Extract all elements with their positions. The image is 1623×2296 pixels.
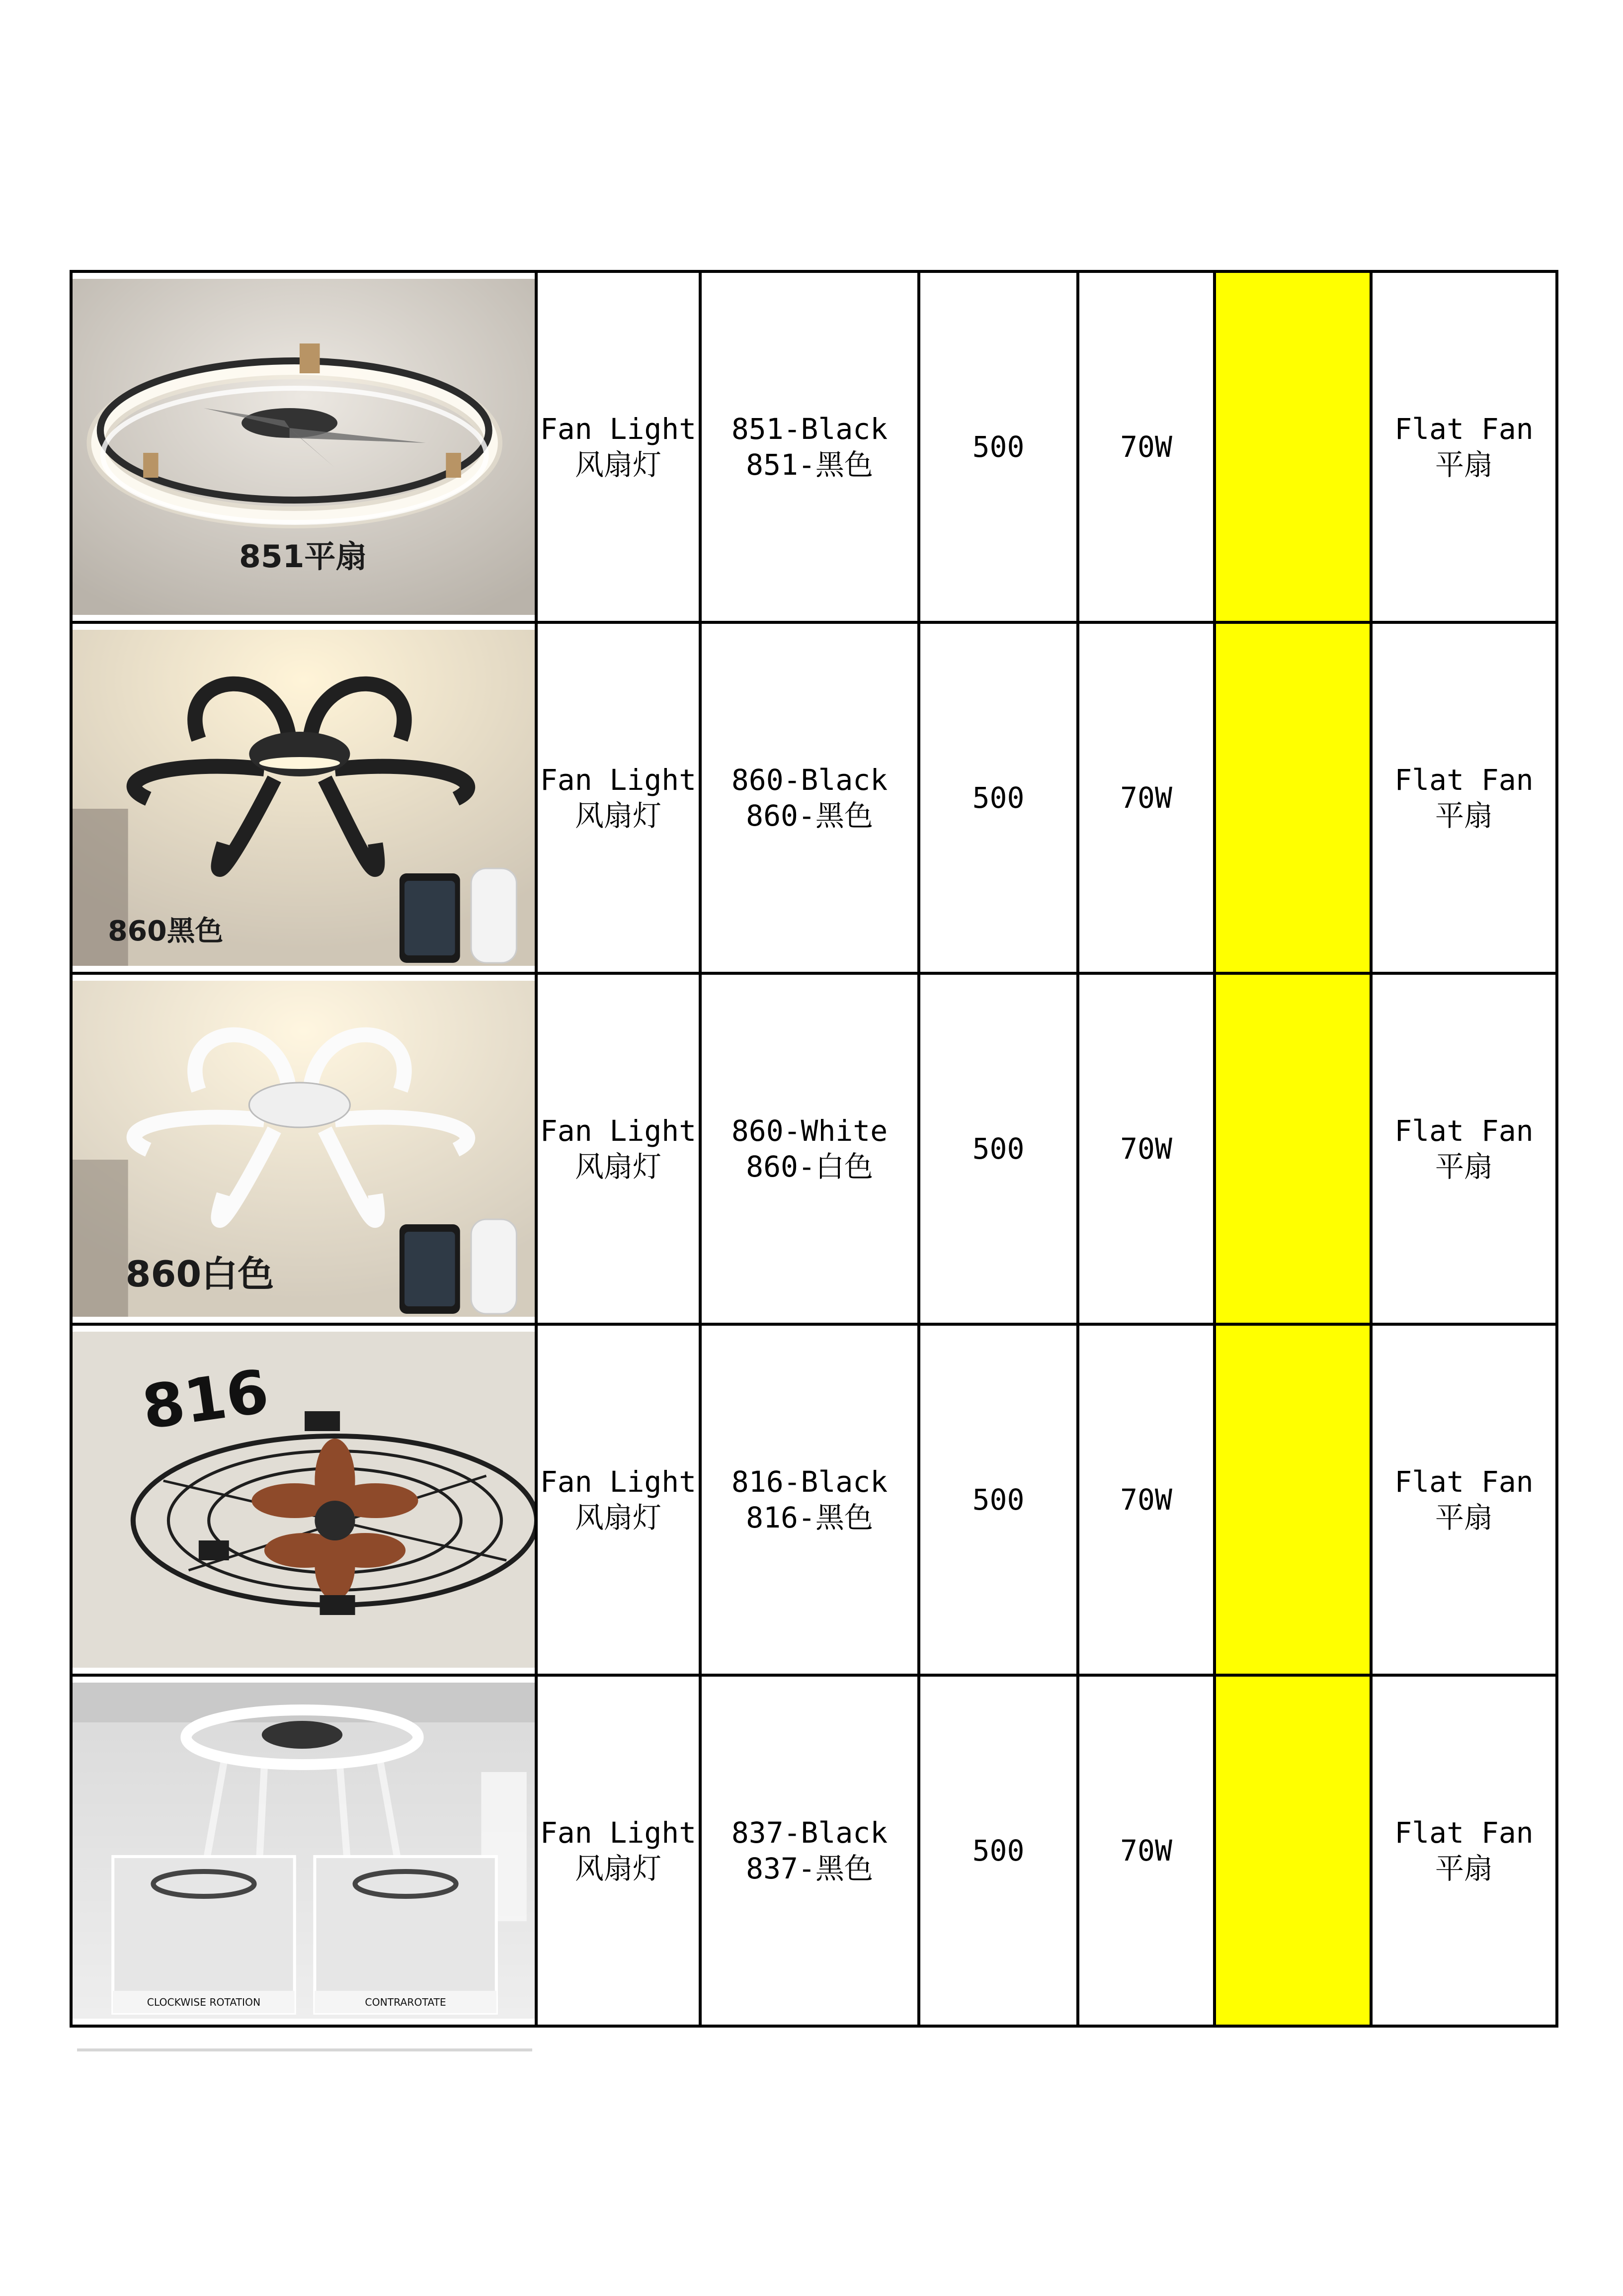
type-en: Flat Fan [1394,763,1534,797]
type-zh: 平扇 [1435,1501,1493,1534]
model-en: 816-Black [731,1465,888,1499]
type-cell [1371,973,1557,1324]
power-cell [1078,1675,1215,2026]
quantity-cell [919,973,1078,1324]
model-zh: 860-黑色 [746,799,873,833]
category-en: Fan Light [540,1465,697,1499]
product-image-cell [71,271,536,622]
table-row [71,973,1557,1324]
product-image-cell [71,1675,536,2026]
type-cell [1371,1675,1557,2026]
power-value: 70W [1120,430,1172,464]
quantity-value: 500 [972,1483,1025,1517]
power-value: 70W [1120,1834,1172,1868]
model-en: 851-Black [731,412,888,446]
model-en: 860-White [731,1114,888,1148]
power-cell [1078,973,1215,1324]
model-en: 860-Black [731,763,888,797]
category-zh: 风扇灯 [574,1501,661,1534]
power-value: 70W [1120,781,1172,815]
quantity-cell [919,622,1078,973]
type-cell [1371,622,1557,973]
power-cell [1078,622,1215,973]
highlight-cell [1215,271,1371,622]
type-zh: 平扇 [1435,1852,1493,1885]
category-zh: 风扇灯 [574,799,661,833]
power-value: 70W [1120,1132,1172,1166]
category-cell [536,271,700,622]
category-cell [536,1675,700,2026]
quantity-cell [919,1324,1078,1675]
type-cell [1371,1324,1557,1675]
quantity-cell [919,271,1078,622]
quantity-value: 500 [972,781,1025,815]
product-image-cell [71,622,536,973]
category-en: Fan Light [540,1114,697,1148]
highlight-cell [1215,1675,1371,2026]
product-image-cell [71,1324,536,1675]
power-cell [1078,271,1215,622]
model-cell [700,973,919,1324]
type-zh: 平扇 [1435,448,1493,482]
highlight-cell [1215,1324,1371,1675]
table-row [71,622,1557,973]
type-zh: 平扇 [1435,1150,1493,1184]
category-zh: 风扇灯 [574,448,661,482]
model-zh: 816-黑色 [746,1501,873,1534]
model-cell [700,271,919,622]
product-photo [73,630,535,966]
product-photo [73,279,535,615]
model-zh: 851-黑色 [746,448,873,482]
highlight-cell [1215,622,1371,973]
model-cell [700,1675,919,2026]
model-zh: 837-黑色 [746,1852,873,1885]
image-caption: 851平扇 [239,538,367,575]
divider [77,2048,532,2051]
quantity-cell [919,1675,1078,2026]
category-en: Fan Light [540,763,697,797]
type-en: Flat Fan [1394,412,1534,446]
model-cell [700,622,919,973]
model-zh: 860-白色 [746,1150,873,1184]
category-zh: 风扇灯 [574,1852,661,1885]
image-caption-right: CONTRAROTATE [365,1996,446,2008]
model-en: 837-Black [731,1816,888,1850]
image-caption-left: CLOCKWISE ROTATION [147,1996,261,2008]
image-caption: 816 [138,1357,273,1443]
category-en: Fan Light [540,412,697,446]
quantity-value: 500 [972,1834,1025,1868]
type-en: Flat Fan [1394,1465,1534,1499]
product-photo [73,1332,535,1668]
image-caption: 860黑色 [108,915,224,947]
product-sheet [70,270,1555,2041]
product-photo [73,981,535,1317]
type-en: Flat Fan [1394,1114,1534,1148]
model-cell [700,1324,919,1675]
category-cell [536,973,700,1324]
category-cell [536,1324,700,1675]
product-image-cell [71,973,536,1324]
highlight-cell [1215,973,1371,1324]
power-cell [1078,1324,1215,1675]
product-photo [73,1683,535,2019]
image-caption: 860白色 [125,1254,274,1295]
category-en: Fan Light [540,1816,697,1850]
category-cell [536,622,700,973]
table-row [71,1675,1557,2026]
quantity-value: 500 [972,1132,1025,1166]
table-row [71,1324,1557,1675]
table-row [71,271,1557,622]
type-cell [1371,271,1557,622]
category-zh: 风扇灯 [574,1150,661,1184]
power-value: 70W [1120,1483,1172,1517]
quantity-value: 500 [972,430,1025,464]
type-en: Flat Fan [1394,1816,1534,1850]
product-table [70,270,1558,2028]
type-zh: 平扇 [1435,799,1493,833]
